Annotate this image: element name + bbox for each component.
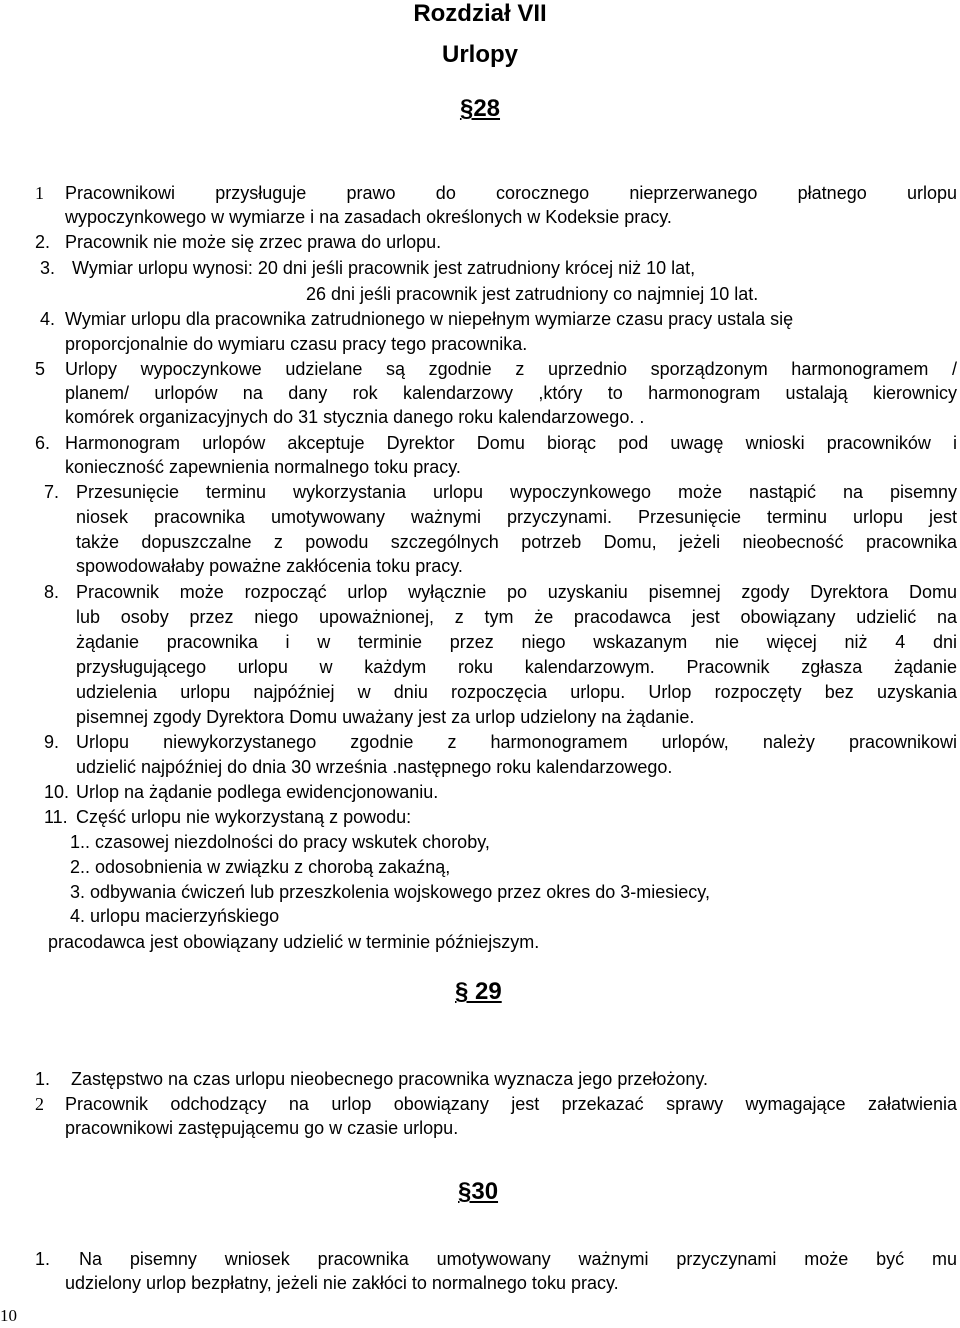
item-number: 3. — [40, 258, 56, 278]
item-text: Przesunięcie terminu wykorzystania urlopu wypoczynkowego może nastąpić na pisemny — [76, 482, 957, 502]
item-text: konieczność zapewnienia normalnego toku pracy. — [65, 457, 461, 477]
item-number: 1. — [35, 1249, 51, 1269]
item-number: 11. — [44, 807, 68, 827]
item-number: 1. — [35, 1069, 51, 1089]
item-number: 10. — [44, 782, 70, 802]
item-text: komórek organizacyjnych do 31 stycznia danego roku kalendarzowego. . — [65, 407, 645, 427]
item-text: spowodowałaby poważne zakłócenia toku pracy. — [76, 556, 463, 576]
sub-item-text: 3. odbywania ćwiczeń lub przeszkolenia wojskowego przez okres do 3-miesiecy, — [70, 882, 710, 902]
item-text: Harmonogram urlopów akceptuje Dyrektor Domu biorąc pod uwagę wnioski pracowników i — [65, 433, 957, 453]
chapter-heading: Rozdział VII — [413, 0, 547, 27]
item-text: przysługującego urlopu w każdym roku kalendarzowym. Pracownik zgłasza żądanie — [76, 657, 957, 677]
item-text: Zastępstwo na czas urlopu nieobecnego pracownika wyznacza jego przełożony. — [71, 1069, 709, 1089]
item-number: 6. — [35, 433, 51, 453]
item-text: udzielony urlop bezpłatny, jeżeli nie zakłóci to normalnego toku pracy. — [65, 1273, 619, 1293]
item-text: planem/ urlopów na dany rok kalendarzowy ,który to harmonogram ustalają kierownicy — [65, 383, 957, 403]
item-text: pisemnej zgody Dyrektora Domu uważany jest za urlop udzielony na żądanie. — [76, 707, 695, 727]
sub-item-text: 4. urlopu macierzyńskiego — [70, 906, 280, 926]
section-29-heading: § 29 — [455, 978, 502, 1005]
item-number: 2. — [35, 232, 51, 252]
section-28-heading: §28 — [459, 95, 501, 122]
item-text: także dopuszczalne z powodu szczególnych potrzeb Domu, jeżeli nieobecność pracownika — [76, 532, 957, 552]
item-number: 7. — [44, 482, 60, 502]
item-number: 9. — [44, 732, 60, 752]
item-text: Na pisemny wniosek pracownika umotywowany ważnymi przyczynami może być mu — [79, 1249, 957, 1269]
item-number: 2 — [35, 1094, 44, 1114]
item-text: pracownikowi zastępującemu go w czasie urlopu. — [65, 1118, 459, 1138]
item-text: Wymiar urlopu wynosi: 20 dni jeśli pracownik jest zatrudniony krócej niż 10 lat, — [72, 258, 696, 278]
item-text: Urlop na żądanie podlega ewidencjonowaniu. — [76, 782, 439, 802]
item-number: 5 — [35, 359, 46, 379]
item-number: 1 — [35, 183, 44, 203]
item-text: Pracownik odchodzący na urlop obowiązany jest przekazać sprawy wymagające załatwienia — [65, 1094, 957, 1114]
page-number: 10 — [0, 1306, 17, 1325]
item-text: Pracownik nie może się zrzec prawa do urlopu. — [65, 232, 442, 252]
item-number: 4. — [40, 309, 56, 329]
sub-item-text: 1.. czasowej niezdolności do pracy wskutek choroby, — [70, 832, 490, 852]
item-text: udzielenia urlopu najpóźniej w dniu rozpoczęcia urlopu. Urlop rozpoczęty bez uzyskania — [76, 682, 957, 702]
item-text: Urlopy wypoczynkowe udzielane są zgodnie z uprzednio sporządzonym harmonogramem / — [65, 359, 957, 379]
item-text: Urlopu niewykorzystanego zgodnie z harmonogramem urlopów, należy pracownikowi — [76, 732, 957, 752]
item-text: lub osoby przez niego upoważnionej, z tym że pracodawca jest obowiązany udzielić na — [76, 607, 957, 627]
item-number: 8. — [44, 582, 60, 602]
item-text: udzielić najpóźniej do dnia 30 września .następnego roku kalendarzowego. — [76, 757, 673, 777]
sub-item-text: 2.. odosobnienia w związku z chorobą zakaźną, — [70, 857, 451, 877]
item-text: wypoczynkowego w wymiarze i na zasadach określonych w Kodeksie pracy. — [65, 207, 672, 227]
chapter-title: Urlopy — [441, 41, 518, 68]
item-text: niosek pracownika umotywowany ważnymi przyczynami. Przesunięcie terminu urlopu jest — [76, 507, 957, 527]
item-text: 26 dni jeśli pracownik jest zatrudniony co najmniej 10 lat. — [306, 284, 759, 304]
item-text: żądanie pracownika i w terminie przez niego wskazanym nie więcej niż 4 dni — [76, 632, 957, 652]
item-text: Pracownik może rozpocząć urlop wyłącznie po uzyskaniu pisemnej zgody Dyrektora Domu — [76, 582, 957, 602]
item-text: Część urlopu nie wykorzystaną z powodu: — [76, 807, 412, 827]
section-30-heading: §30 — [458, 1178, 499, 1205]
closing-text: pracodawca jest obowiązany udzielić w terminie późniejszym. — [48, 932, 540, 952]
item-text: Wymiar urlopu dla pracownika zatrudnionego w niepełnym wymiarze czasu pracy ustala się — [65, 309, 794, 329]
item-text: Pracownikowi przysługuje prawo do corocznego nieprzerwanego płatnego urlopu — [65, 183, 957, 203]
item-text: proporcjonalnie do wymiaru czasu pracy tego pracownika. — [65, 334, 528, 354]
